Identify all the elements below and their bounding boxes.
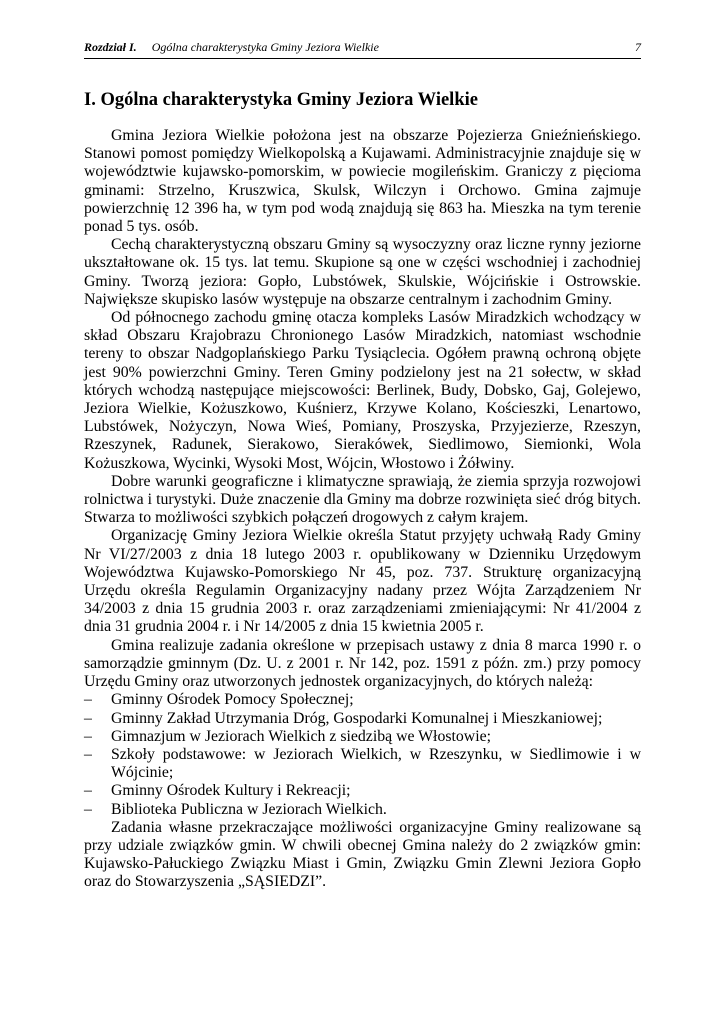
running-header-left: [84, 40, 379, 55]
paragraph: Organizację Gminy Jeziora Wielkie określa Statut przyjęty uchwałą Rady Gminy Nr VI/27/2003 z dnia 18 lutego 2003 r. opublikowany w Dzienniku Urzędowym Województwa Kujawsko-Pomorskiego Nr 45, poz. 737. Strukturę organizacyjną Urzędu określa Regulamin Organizacyjny nadany przez Wójta Zarządzeniem Nr 34/2003 z dnia 15 grudnia 2003 r. oraz zarządzeniami zmieniającymi: Nr 41/2004 z dnia 31 grudnia 2004 r. i Nr 14/2005 z dnia 15 kwietnia 2005 r.: [84, 527, 641, 636]
list-item-text: Gimnazjum w Jeziorach Wielkich z siedzibą we Włostowie;: [111, 727, 491, 745]
body-text: [84, 127, 641, 892]
running-header: [84, 40, 641, 59]
list-item-text: Gminny Ośrodek Kultury i Rekreacji;: [111, 782, 351, 800]
list-item: [84, 782, 641, 800]
list-item: [84, 728, 641, 746]
list-item: [84, 746, 641, 782]
list-marker: –: [84, 782, 92, 800]
closing-paragraph: Zadania własne przekraczające możliwości organizacyjne Gminy realizowane są przy udziale związków gmin. W chwili obecnej Gmina należy do 2 związków gmin: Kujawsko-Pałuckiego Związku Miast i Gmin, Związku Gmin Zlewni Jeziora Gopło oraz do Stowarzyszenia „SĄSIEDZI”.: [84, 818, 641, 891]
list-item-text: Biblioteka Publiczna w Jeziorach Wielkich.: [111, 800, 387, 818]
paragraph: Dobre warunki geograficzne i klimatyczne sprawiają, że ziemia sprzyja rozwojowi rolnictwa i turystyki. Duże znaczenie dla Gminy ma dobrze rozwinięta sieć dróg bitych. Stwarza to możliwości szybkich połączeń drogowych z całym krajem.: [84, 472, 641, 527]
list-item-text: Szkoły podstawowe: w Jeziorach Wielkich, w Rzeszynku, w Siedlimowie i w Wójcinie;: [111, 745, 641, 782]
running-title: Ogólna charakterystyka Gminy Jeziora Wielkie: [151, 40, 379, 54]
page-number: 7: [635, 40, 641, 54]
document-page: [84, 40, 641, 892]
list-marker: –: [84, 709, 92, 727]
list-item-text: Gminny Ośrodek Pomocy Społecznej;: [111, 691, 354, 709]
organizational-units-list: [84, 691, 641, 818]
list-item-text: Gminny Zakład Utrzymania Dróg, Gospodarki Komunalnej i Mieszkaniowej;: [111, 709, 603, 727]
section-title: I. Ogólna charakterystyka Gminy Jeziora Wielkie: [84, 90, 478, 110]
chapter-label: Rozdział I.: [84, 40, 137, 54]
paragraph: Od północnego zachodu gminę otacza kompleks Lasów Miradzkich wchodzący w skład Obszaru Krajobrazu Chronionego Lasów Miradzkich, natomiast wschodnie tereny to obszar Nadgoplańskiego Parku Tysiąclecia. Ogółem prawną ochroną objęte jest 90% powierzchni Gminy. Teren Gminy podzielony jest na 21 sołectw, w skład których wchodzą następujące miejscowości: Berlinek, Budy, Dobsko, Gaj, Golejewo, Jeziora Wielkie, Kożuszkowo, Kuśnierz, Krzywe Kolano, Kościeszki, Lenartowo, Lubstówek, Nożyczyn, Nowa Wieś, Pomiany, Proszyska, Przyjezierze, Rzeszyn, Rzeszynek, Radunek, Sierakowo, Sierakówek, Siedlimowo, Siemionki, Wola Kożuszkowa, Wycinki, Wysoki Most, Wójcin, Włostowo i Żółwiny.: [84, 309, 641, 472]
list-item: [84, 691, 641, 709]
list-marker: –: [84, 800, 92, 818]
list-marker: –: [84, 727, 92, 745]
paragraph: Cechą charakterystyczną obszaru Gminy są wysoczyzny oraz liczne rynny jeziorne ukształtowane ok. 15 tys. lat temu. Skupione są one w części wschodniej i zachodniej Gminy. Tworzą jeziora: Gopło, Lubstówek, Skulskie, Wójcińskie i Ostrowskie. Największe skupisko lasów występuje na obszarze centralnym i zachodnim Gminy.: [84, 236, 641, 308]
list-item: [84, 801, 641, 819]
paragraph: Gmina Jeziora Wielkie położona jest na obszarze Pojezierza Gnieźnieńskiego. Stanowi pomost pomiędzy Wielkopolską a Kujawami. Administracyjnie znajduje się w województwie kujawsko-pomorskim, w powiecie mogileńskim. Graniczy z pięcioma gminami: Strzelno, Kruszwica, Skulsk, Wilczyn i Orchowo. Gmina zajmuje powierzchnię 12 396 ha, w tym pod wodą znajdują się 863 ha. Mieszka na tym terenie ponad 5 tys. osób.: [84, 127, 641, 236]
paragraph: Gmina realizuje zadania określone w przepisach ustawy z dnia 8 marca 1990 r. o samorządzie gminnym (Dz. U. z 2001 r. Nr 142, poz. 1591 z późn. zm.) przy pomocy Urzędu Gminy oraz utworzonych jednostek organizacyjnych, do których należą:: [84, 636, 641, 691]
list-marker: –: [84, 691, 92, 709]
list-marker: –: [84, 745, 92, 763]
list-item: [84, 710, 641, 728]
